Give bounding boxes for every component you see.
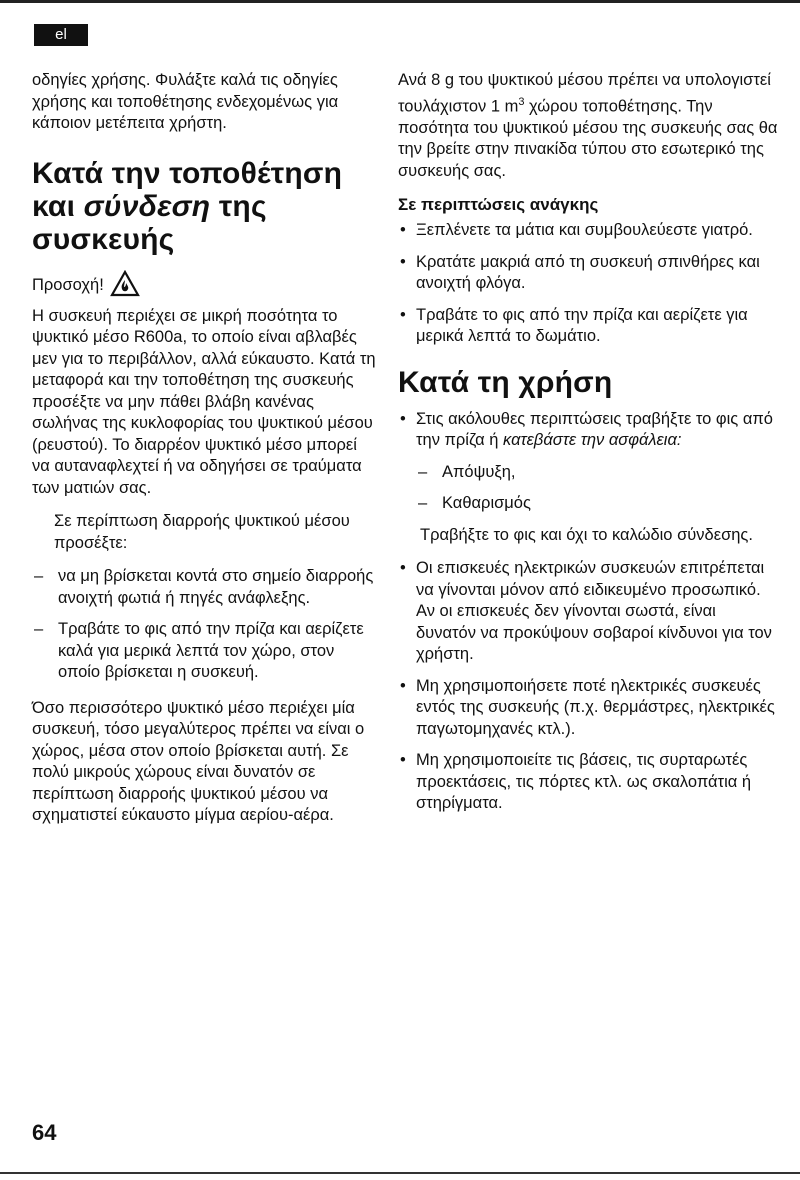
volume-sup: 3 xyxy=(518,95,525,108)
emergency-item-3: • Τραβάτε το φις από την πρίζα και αερίζετε για μερικά λεπτά το δωμάτιο. xyxy=(398,305,778,348)
emergency-heading: Σε περιπτώσεις ανάγκης xyxy=(398,195,599,214)
caution-line xyxy=(32,270,377,302)
bottom-rule xyxy=(0,1172,800,1174)
refrigerant-paragraph: Η συσκευή περιέχει σε μικρή ποσότητα το ψυκτικό μέσο R600a, το οποίο είναι αβλαβές μεν για το περιβάλλον, αλλά εύκαυστο. Κατά τη μεταφορά και την τοποθέτηση της συσκευής προσέξτε να μην πάθει βλάβη κανένας σωλήνας της κυκλοφορίας του ψυκτικού μέσου (ρευστού). Το διαρρέον ψυκτικό μέσο μπορεί να αυταναφλεχτεί ή να οδηγήσει σε τραύματα των ματιών σας. xyxy=(32,306,376,497)
leak-intro: Σε περίπτωση διαρροής ψυκτικού μέσου προσέξτε: xyxy=(54,512,350,552)
heading-text-1: Κατά την τοποθέτηση και xyxy=(32,156,343,223)
room-size-paragraph: Όσο περισσότερο ψυκτικό μέσο περιέχει μία συσκευή, τόσο μεγαλύτερος πρέπει να είναι ο χώρος, μέσα στον οποίο βρίσκεται αυτή. Σε πολύ μικρούς χώρους είναι δυνατόν σε περίπτωση διαρροής ψυκτικού μέσου να σχηματιστεί εύκαυστο μίγμα αερίου-αέρα. xyxy=(32,698,365,824)
volume-text-2: χώρου τοποθέτησης. Την ποσότητα του ψυκτικού μέσου της συσκευής σας θα την βρείτε στην πινακίδα τύπου στο εσωτερικό της συσκευής σας. xyxy=(398,97,778,180)
usage-note: Τραβήξτε το φις και όχι το καλώδιο σύνδεσης. xyxy=(420,525,753,544)
usage-heading: Κατά τη χρήση xyxy=(398,365,613,399)
emergency-item-2: • Κρατάτε μακριά από τη συσκευή σπινθήρες και ανοιχτή φλόγα. xyxy=(398,252,778,295)
leak-dash-1: – να μη βρίσκεται κοντά στο σημείο διαρροής ανοιχτή φωτιά ή πηγές ανάφλεξης. xyxy=(32,566,377,609)
intro-paragraph: οδηγίες χρήσης. Φυλάξτε καλά τις οδηγίες χρήσης και τοποθέτησης ενδεχομένως για κάποιον μετέπειτα χρήστη. xyxy=(32,71,339,132)
usage-item-2: • Οι επισκευές ηλεκτρικών συσκευών επιτρέπεται να γίνονται μόνον από ειδικευμένο προσωπικό. Αν οι επισκευές δεν γίνονται σωστά, είναι δυνατόν να προκύψουν σοβαροί κίνδυνοι για τον χρήστη. xyxy=(398,558,778,666)
usage-dash-2: – Καθαρισμός xyxy=(416,493,778,515)
usage-item-1-text: Στις ακόλουθες περιπτώσεις τραβήξτε το φις από την πρίζα ή xyxy=(416,409,773,449)
right-column xyxy=(398,70,778,825)
usage-item-1-italic: κατεβάστε την ασφάλεια: xyxy=(503,431,682,449)
installation-heading xyxy=(32,157,377,256)
emergency-item-1: • Ξεπλένετε τα μάτια και συμβουλεύεστε γιατρό. xyxy=(398,220,778,242)
leak-dash-2: – Τραβάτε το φις από την πρίζα και αερίζετε καλά για μερικά λεπτά τον χώρο, στον οποίο βρίσκεται η συσκευή. xyxy=(32,619,377,684)
refrigerant-volume-paragraph xyxy=(398,70,778,182)
caution-label: Προσοχή! xyxy=(32,276,104,294)
page-number: 64 xyxy=(32,1120,57,1145)
left-column xyxy=(32,70,377,827)
heading-text-italic: σύνδεση xyxy=(83,189,211,223)
usage-item-3: • Μη χρησιμοποιήσετε ποτέ ηλεκτρικές συσκευές εντός της συσκευής (π.χ. θερμάστρες, ηλεκτρικές παγωτομηχανές κτλ.). xyxy=(398,676,778,741)
language-badge: el xyxy=(34,24,88,46)
top-rule xyxy=(0,0,800,3)
usage-item-4: • Μη χρησιμοποιείτε τις βάσεις, τις συρταρωτές προεκτάσεις, τις πόρτες κτλ. ως σκαλοπάτια ή στηρίγματα. xyxy=(398,750,778,815)
usage-dash-1: – Απόψυξη, xyxy=(416,462,778,484)
usage-item-1 xyxy=(398,409,778,452)
fire-warning-icon xyxy=(110,270,140,302)
volume-text-1: Ανά 8 g του ψυκτικού μέσου πρέπει να υπολογιστεί τουλάχιστον 1 m xyxy=(398,71,771,115)
heading-text-2: της συσκευής xyxy=(32,189,267,256)
